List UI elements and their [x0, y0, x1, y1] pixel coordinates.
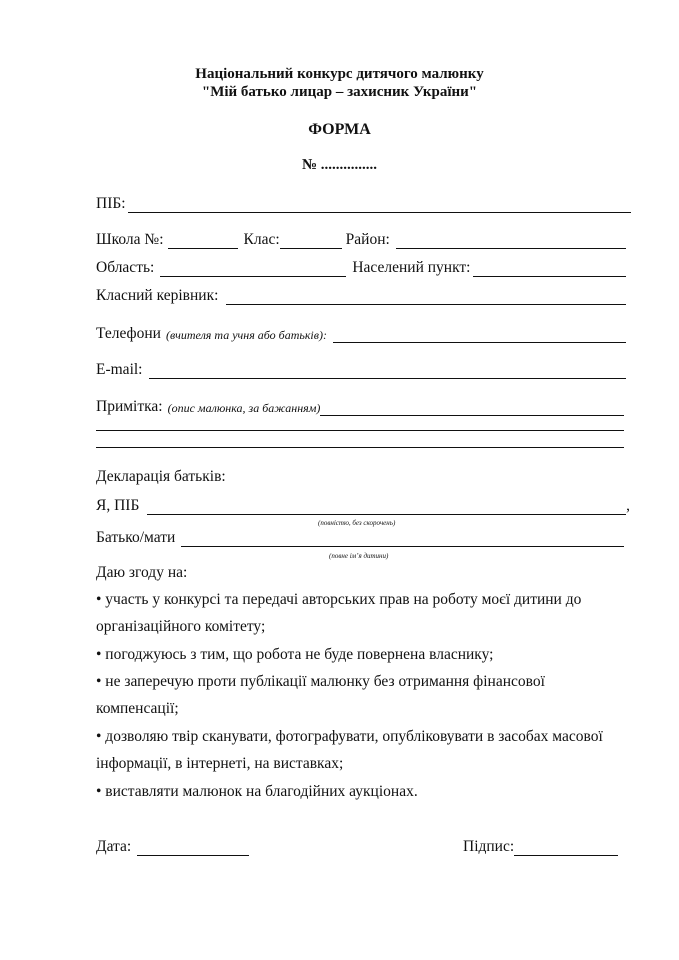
note-hint: (опис малюнка, за бажанням) — [167, 401, 321, 415]
email-field[interactable] — [149, 364, 627, 379]
note-label: Примітка: — [96, 398, 163, 415]
consent-title: Даю згоду на: — [96, 564, 188, 581]
parent-hint: (повне ім’я дитини) — [329, 552, 389, 560]
consent-item: • дозволяю твір сканувати, фотографувати, опубліковувати в засобах масової — [96, 728, 603, 745]
school-row — [96, 231, 626, 249]
region-field[interactable] — [160, 262, 346, 277]
form-number: № ............... — [301, 157, 378, 173]
i-pib-row — [96, 497, 630, 515]
parent-row — [96, 529, 624, 547]
consent-item: • виставляти малюнок на благодійних аукціонах. — [96, 783, 418, 800]
email-label: E-mail: — [96, 361, 143, 378]
school-field[interactable] — [168, 234, 238, 249]
pib-field[interactable] — [128, 198, 631, 213]
consent-item-cont: організаційного комітету; — [96, 618, 266, 635]
phones-row — [96, 325, 626, 343]
i-pib-field[interactable] — [147, 500, 626, 515]
date-row — [96, 838, 249, 856]
note-line-3[interactable] — [96, 447, 624, 448]
district-field[interactable] — [396, 234, 626, 249]
parent-label: Батько/мати — [96, 529, 176, 546]
class-teacher-label: Класний керівник: — [96, 287, 219, 304]
class-teacher-row — [96, 287, 626, 305]
email-row — [96, 361, 626, 379]
date-field[interactable] — [137, 841, 249, 856]
pib-row — [96, 195, 631, 213]
region-label: Область: — [96, 259, 155, 276]
date-label: Дата: — [96, 838, 132, 855]
contest-subtitle: "Мій батько лицар – захисник України" — [201, 84, 478, 100]
settlement-label: Населений пункт: — [352, 259, 471, 276]
class-teacher-field[interactable] — [226, 290, 626, 305]
note-row — [96, 398, 624, 416]
class-label: Клас: — [243, 231, 280, 248]
comma: , — [626, 497, 630, 514]
district-label: Район: — [345, 231, 390, 248]
contest-title: Національний конкурс дитячого малюнку — [195, 66, 484, 82]
note-field[interactable] — [320, 401, 624, 416]
phones-label: Телефони — [96, 325, 161, 342]
consent-item: • не заперечую проти публікації малюнку без отримання фінансової — [96, 673, 545, 690]
signature-row — [463, 838, 618, 856]
i-pib-hint: (повністю, без скорочень) — [318, 519, 396, 527]
signature-field[interactable] — [514, 841, 618, 856]
phones-hint: (вчителя та учня або батьків): — [165, 328, 327, 342]
consent-item: • погоджуюсь з тим, що робота не буде повернена власнику; — [96, 646, 494, 663]
signature-label: Підпис: — [463, 838, 515, 855]
form-title: ФОРМА — [308, 121, 371, 138]
consent-item-cont: компенсації; — [96, 700, 179, 717]
pib-label: ПІБ: — [96, 195, 126, 212]
phones-field[interactable] — [333, 328, 626, 343]
consent-item-cont: інформації, в інтернеті, на виставках; — [96, 755, 344, 772]
declaration-title: Декларація батьків: — [96, 468, 226, 485]
parent-field[interactable] — [181, 532, 624, 547]
region-row — [96, 259, 626, 277]
note-line-2[interactable] — [96, 430, 624, 431]
class-field[interactable] — [280, 234, 342, 249]
consent-item: • участь у конкурсі та передачі авторських прав на роботу моєї дитини до — [96, 591, 582, 608]
school-label: Школа №: — [96, 231, 164, 248]
settlement-field[interactable] — [473, 262, 627, 277]
i-pib-label: Я, ПІБ — [96, 497, 140, 514]
